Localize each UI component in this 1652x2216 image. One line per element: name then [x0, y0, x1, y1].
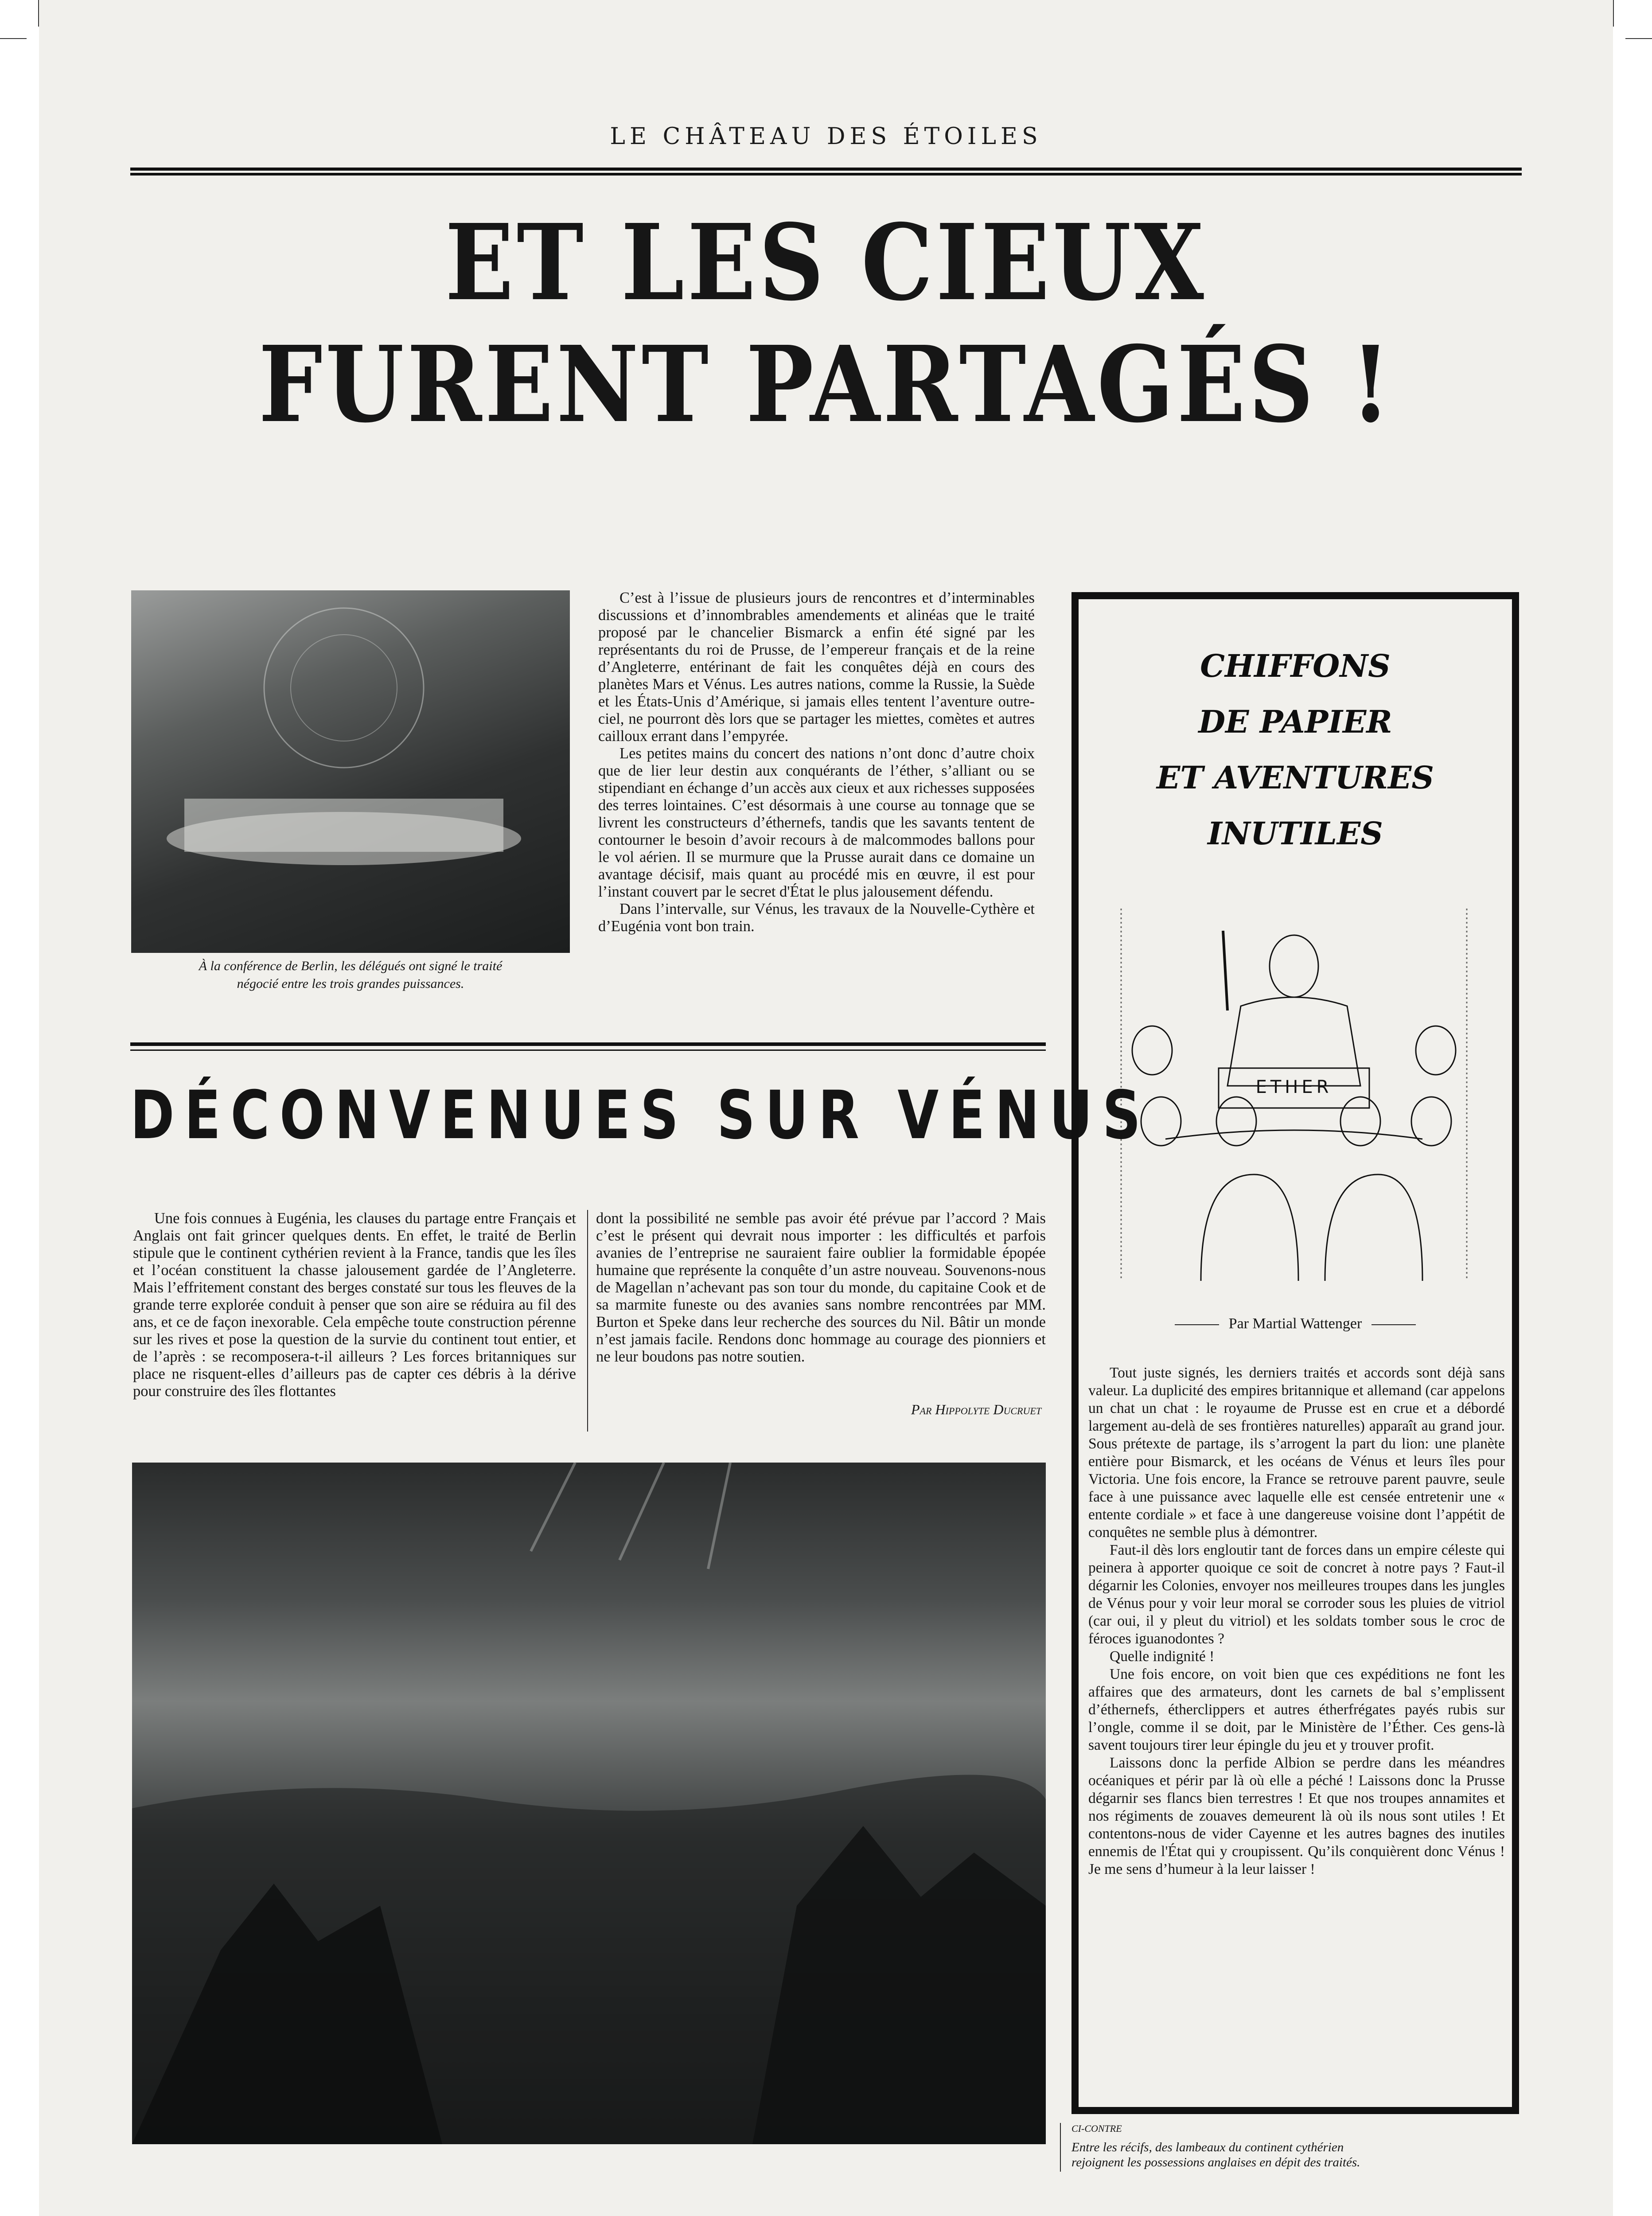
- lead-article: [598, 589, 1035, 935]
- landscape-caption-label: CI-CONTRE: [1071, 2123, 1122, 2134]
- venus-byline: Par Hippolyte Ducruet: [911, 1401, 1041, 1417]
- sidebar-title-line: CHIFFONS: [1200, 648, 1391, 684]
- venus-paragraph: Une fois connues à Eugénia, les clauses du partage entre Français et Anglais ont fait grincer quelques dents. En effet, le traité de Berlin stipule que le continent cythérien revient à la France, tandis que les îles et l’océan constituent la chasse jalousement gardée de l’Angleterre. Mais l’effritement constant des berges constaté sur tous les fleuves de la grande terre explorée conduit à penser que son aire se réduira au fil des ans, et ce de façon inexorable. Cela empêche toute construction pérenne sur les rives et pose la question de la survie du continent tout entier, et de l’après : se recomposera-t-il ailleurs ? Les forces britanniques sur place ne risquent-elles d’ailleurs pas de capter ces débris à la dérive pour construire des îles flottantes: [133, 1210, 576, 1400]
- byline-dash-right: [1371, 1324, 1416, 1325]
- crop-mark-top-right: [1625, 38, 1652, 39]
- conference-caption-line-2: négocié entre les trois grandes puissances.: [237, 976, 464, 991]
- engraving-conference-icon: [131, 590, 570, 953]
- sidebar-byline-text: Par Martial Wattenger: [1228, 1315, 1362, 1332]
- sidebar-paragraph: Laissons donc la perfide Albion se perdre dans les méandres océaniques et périr par là où elle a péché ! Laissons donc la Prusse dégarnir ses flancs bien terrestres ! Et que nos troupes annamites et nos régiments de zouaves demeurent là où ils nous sont utiles ! Et contentons-nous de vider Cayenne et les autres bagnes des inutiles ennemis de l'État qui y croupissent. Qu’ils conquièrent donc Vénus ! Je me sens d’humeur à la leur laisser !: [1088, 1755, 1505, 1877]
- sidebar-paragraph: Quelle indignité !: [1110, 1648, 1215, 1665]
- headline-line-2: FURENT PARTAGÉS !: [258, 323, 1394, 446]
- sidebar-article: [1088, 1364, 1505, 1878]
- sidebar-title-line: DE PAPIER: [1198, 703, 1392, 740]
- venus-article-column-2: [596, 1210, 1046, 1365]
- sidebar-paragraph: Tout juste signés, les derniers traités et accords sont déjà sans valeur. La duplicité des empires britannique et allemand (car appelons un chat un chat : le royaume de Prusse est en crue et a débordé largement au-delà de ses frontières naturelles) apparaît au grand jour. Sous prétexte de partage, ils s’arrogent la part du lion: une planète entière pour Bismarck, et les océans de Vénus et leurs îles pour Victoria. Une fois encore, la France se retrouve parent pauvre, seule face à une puissance avec laquelle elle est censée entretenir une « entente cordiale » et face à une dangereuse voisine dont l’appétit de conquêtes ne semble plus à démontrer.: [1088, 1365, 1505, 1541]
- headline-line-1: ET LES CIEUX: [445, 201, 1207, 324]
- conference-caption: [131, 957, 570, 993]
- sidebar-byline: [1071, 1315, 1519, 1332]
- conference-engraving: [131, 590, 570, 953]
- crop-mark-top-right-v: [1613, 0, 1614, 27]
- lead-paragraph: Dans l’intervalle, sur Vénus, les travaux de la Nouvelle-Cythère et d’Eugénia vont bon train.: [598, 901, 1035, 935]
- venus-article-column-1: [133, 1210, 576, 1400]
- lead-paragraph: Les petites mains du concert des nations n’ont donc d’autre choix que de lier leur destin aux conquérants de l’éther, s’alliant ou se stipendiant en échange d’un accès aux cieux et aux richesses supposées des terres lointaines. C’est désormais à une course au tonnage que se livrent les constructeurs d’éthernefs, tandis que les savants tentent de contourner le besoin d’avoir recours à de malcommodes ballons pour le vol aérien. Il se murmure que la Prusse aurait dans ce domaine un avantage décisif, mais quant au procédé mis en œuvre, il est pour l’instant couvert par le secret d'État le plus jalousement défendu.: [598, 745, 1035, 900]
- cartoon-cake-label: ETHER: [1255, 1077, 1333, 1097]
- main-headline: [116, 202, 1536, 445]
- landscape-caption-line-2: rejoignent les possessions anglaises en dépit des traités.: [1071, 2155, 1360, 2169]
- sidebar-title: [1071, 638, 1519, 862]
- sidebar-paragraph: Faut-il dès lors engloutir tant de forces dans un empire céleste qui peinera à apporter quoique ce soit de concret à notre pays ? Faut-il dégarnir les Colonies, envoyer nos meilleures troupes dans les jungles de Vénus pour y voir leur moral se corroder sous les pluies de vitriol (car oui, il y pleut du vitriol) et les soldats tomber sous le croc de féroces iguanodontes ?: [1088, 1542, 1505, 1647]
- sidebar-title-line: INUTILES: [1208, 815, 1383, 852]
- venus-article-title: DÉCONVENUES SUR VÉNUS: [130, 1077, 1151, 1154]
- landscape-caption-line-1: Entre les récifs, des lambeaux du continent cythérien: [1071, 2140, 1344, 2154]
- conference-caption-line-1: À la conférence de Berlin, les délégués ont signé le traité: [199, 959, 503, 973]
- section-rule-top: [130, 1042, 1046, 1046]
- cartoon-illustration: [1086, 891, 1502, 1281]
- masthead-rule-top: [130, 168, 1522, 171]
- column-divider: [587, 1210, 588, 1432]
- landscape-islands-icon: [132, 1463, 1046, 2144]
- venus-landscape-engraving: [132, 1463, 1046, 2144]
- sidebar-title-line: ET AVENTURES: [1157, 759, 1434, 796]
- sidebar-paragraph: Une fois encore, on voit bien que ces expéditions ne font les affaires que des armateurs, dont les carnets de bal s’emplissent d’éthernefs, étherclippers et autres étherfrégates payés rubis sur l’ongle, comme il se doit, par le Ministère de l’Éther. Ces gens-là savent toujours tirer leur épingle du jeu et y trouver profit.: [1088, 1666, 1505, 1753]
- section-rule-bottom: [130, 1049, 1046, 1051]
- masthead-rule-bottom: [130, 173, 1522, 176]
- byline-dash-left: [1175, 1324, 1219, 1325]
- landscape-caption: [1071, 2140, 1515, 2170]
- masthead: LE CHÂTEAU DES ÉTOILES: [610, 123, 1042, 150]
- crop-mark-top-left: [0, 38, 27, 39]
- landscape-caption-rule: [1060, 2123, 1061, 2172]
- venus-paragraph: dont la possibilité ne semble pas avoir été prévue par l’accord ? Mais c’est le présent qui devrait nous importer : les difficultés et parfois avanies de l’entreprise ne sauraient faire oublier la formidable épopée humaine que représente la conquête d’un astre nouveau. Souvenons-nous de Magellan n’achevant pas son tour du monde, du capitaine Cook et de sa marmite funeste ou des avanies sans nombre rencontrées par MM. Burton et Speke dans leur recherche des sources du Nil. Bâtir un monde n’est jamais facile. Rendons donc hommage au courage des pionniers et ne leur boudons pas notre soutien.: [596, 1210, 1046, 1365]
- lead-paragraph: C’est à l’issue de plusieurs jours de rencontres et d’interminables discussions et d’innombrables amendements et alinéas que le traité proposé par le chancelier Bismarck a enfin été signé par les représentants du roi de Prusse, de l’empereur français et de la reine d’Angleterre, entérinant de fait les conquêtes déjà en cours des planètes Mars et Vénus. Les autres nations, comme la Russie, la Suède et les États-Unis d’Amérique, si jamais elles tentent l’aventure outre-ciel, ne pourront dès lors que se partager les miettes, comètes et autres cailloux errant dans l’empyrée.: [598, 589, 1035, 745]
